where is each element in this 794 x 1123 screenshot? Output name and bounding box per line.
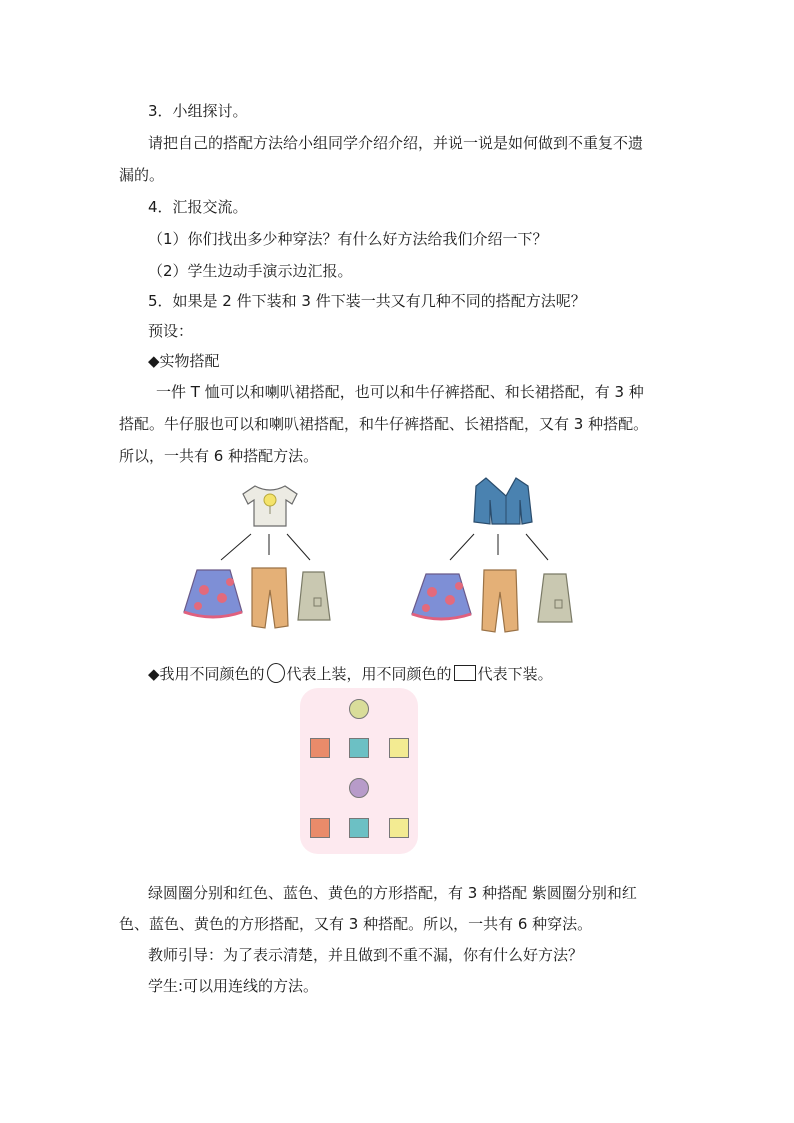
student-answer: 学生:可以用连线的方法。 bbox=[148, 977, 319, 995]
jeans-icon bbox=[482, 570, 518, 632]
blue-square bbox=[349, 738, 369, 758]
paragraph-line: 搭配。牛仔服也可以和喇叭裙搭配，和牛仔裤搭配、长裙搭配，又有 3 种搭配。 bbox=[119, 415, 649, 433]
red-square bbox=[310, 818, 330, 838]
circle-shape-icon bbox=[267, 663, 285, 683]
yellow-square bbox=[389, 738, 409, 758]
denim-jacket-icon bbox=[474, 478, 532, 524]
paragraph-line: 色、蓝色、黄色的方形搭配，又有 3 种搭配。所以，一共有 6 种穿法。 bbox=[119, 915, 593, 933]
question-2: （2）学生边动手演示边汇报。 bbox=[148, 262, 353, 280]
section-4-heading: 4．汇报交流。 bbox=[148, 198, 248, 216]
flared-skirt-icon bbox=[412, 574, 471, 619]
yellow-square bbox=[389, 818, 409, 838]
paragraph-line: 所以，一共有 6 种搭配方法。 bbox=[119, 447, 319, 465]
legend-line bbox=[148, 663, 553, 684]
rectangle-shape-icon bbox=[454, 665, 476, 681]
paragraph-line: 绿圆圈分别和红色、蓝色、黄色的方形搭配，有 3 种搭配 紫圆圈分别和红 bbox=[148, 884, 637, 902]
section-5-heading: 5．如果是 2 件下装和 3 件下装一共又有几种不同的搭配方法呢？ bbox=[148, 292, 586, 310]
legend-text-a: ◆我用不同颜色的 bbox=[148, 665, 265, 683]
paragraph-line: 漏的。 bbox=[119, 166, 165, 184]
blue-square bbox=[349, 818, 369, 838]
question-1: （1）你们找出多少种穿法？有什么好方法给我们介绍一下？ bbox=[148, 230, 548, 248]
color-matching-panel bbox=[300, 688, 418, 854]
legend-text-b: 代表上装，用不同颜色的 bbox=[286, 665, 452, 683]
section-3-heading: 3．小组探讨。 bbox=[148, 102, 248, 120]
connector-line bbox=[526, 534, 548, 560]
green-circle bbox=[349, 699, 369, 719]
connector-line bbox=[450, 534, 474, 560]
paragraph-line: 一件 T 恤可以和喇叭裙搭配，也可以和牛仔裤搭配、和长裙搭配，有 3 种 bbox=[156, 383, 644, 401]
legend-text-c: 代表下装。 bbox=[477, 665, 553, 683]
red-square bbox=[310, 738, 330, 758]
paragraph-line: 请把自己的搭配方法给小组同学介绍介绍，并说一说是如何做到不重复不遗 bbox=[148, 134, 644, 152]
teacher-guidance: 教师引导：为了表示清楚，并且做到不重不漏，你有什么好方法？ bbox=[148, 946, 584, 964]
bullet-physical-matching: ◆实物搭配 bbox=[148, 352, 220, 370]
purple-circle bbox=[349, 778, 369, 798]
preset-label: 预设： bbox=[148, 322, 194, 340]
long-skirt-icon bbox=[538, 574, 572, 622]
